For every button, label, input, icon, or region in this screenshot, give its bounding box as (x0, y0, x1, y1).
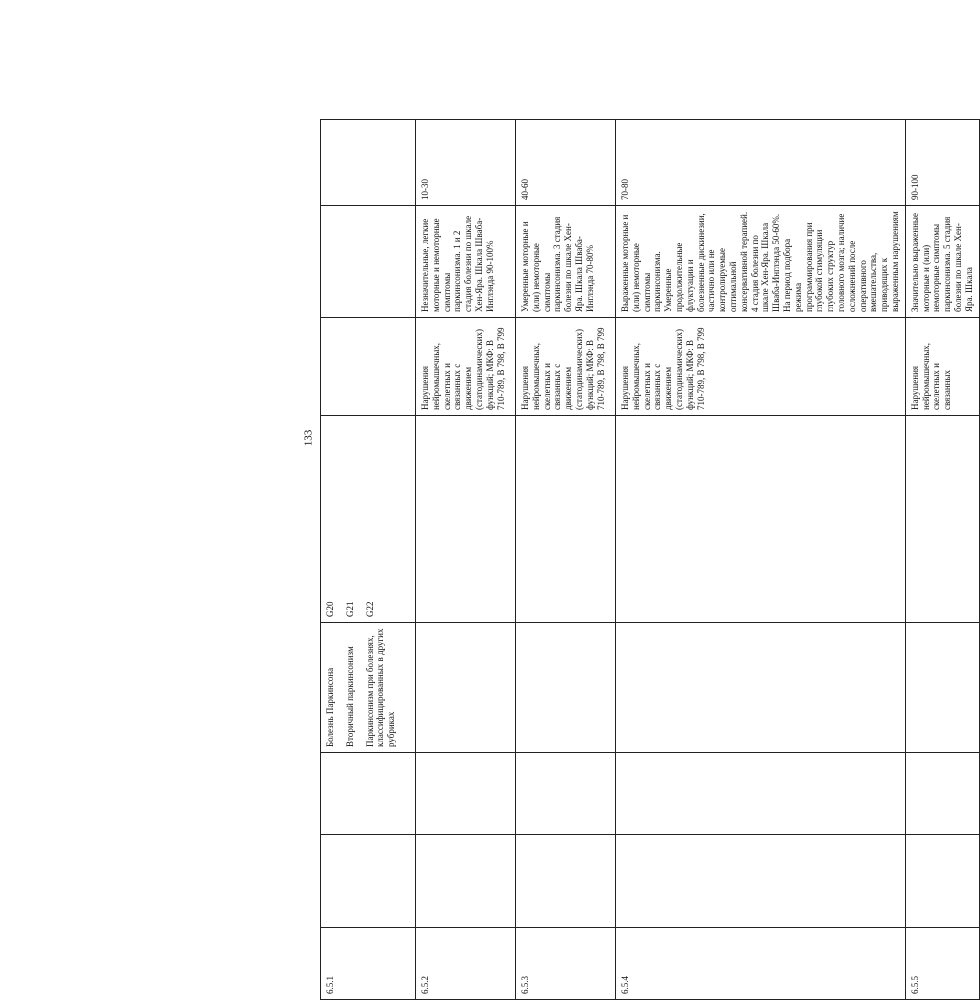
empty-cell (616, 753, 906, 835)
impairment-cell (321, 318, 416, 416)
classification-table (320, 119, 980, 1000)
empty-cell (616, 623, 906, 753)
empty-cell (905, 416, 979, 623)
table-row (321, 120, 416, 1000)
table-row (616, 120, 906, 1000)
row-code: 6.5.2 (416, 928, 516, 1000)
row-code: 6.5.4 (616, 928, 906, 1000)
row-code: 6.5.3 (516, 928, 616, 1000)
empty-cell (905, 753, 979, 835)
document-sheet (320, 120, 974, 1000)
table-row (905, 120, 979, 1000)
percent-cell: 70-80 (616, 120, 906, 206)
icd-code: G20 (325, 601, 335, 617)
icd-code: G21 (344, 601, 355, 617)
empty-cell (516, 835, 616, 928)
characteristic-cell: Значительно выраженные моторные и (или) немоторные симптомы паркинсонизма. 5 стадия болезни по шкале Хен-Яра. Шкала (905, 206, 979, 318)
percent-cell: 10-30 (416, 120, 516, 206)
characteristic-cell: Незначительные, легкие моторные и немоторные симптомы паркинсонизма. 1 и 2 стадия болезни по шкале Хен-Яра. Шкала Шваба-Инглэнда 90-100% (416, 206, 516, 318)
percent-cell: 40-60 (516, 120, 616, 206)
empty-cell (416, 753, 516, 835)
table-row (516, 120, 616, 1000)
disease-name: Болезнь Паркинсона (325, 667, 335, 747)
empty-cell (416, 623, 516, 753)
empty-cell (616, 416, 906, 623)
disease-name: Вторичный паркинсонизм (344, 646, 355, 747)
table-row (416, 120, 516, 1000)
empty-cell (905, 835, 979, 928)
empty-cell (516, 416, 616, 623)
icd-codes-cell (321, 416, 416, 623)
disease-names-cell (321, 623, 416, 753)
empty-cell (905, 623, 979, 753)
empty-cell (516, 623, 616, 753)
row-code: 6.5.5 (905, 928, 979, 1000)
empty-cell (516, 753, 616, 835)
row-code: 6.5.1 (321, 928, 416, 1000)
empty-cell (616, 835, 906, 928)
disease-name: Паркинсонизм при болезнях, классифицированных в других рубриках (364, 628, 397, 747)
percent-cell (321, 120, 416, 206)
percent-cell: 90-100 (905, 120, 979, 206)
icd-code: G22 (364, 601, 375, 617)
empty-cell (416, 835, 516, 928)
empty-cell (321, 835, 416, 928)
impairment-cell: Нарушения нейромышечных, скелетных и связанных с движением (статодинамических) функций; МКФ: В 710-789, В 798, В 799 (516, 318, 616, 416)
page-number: 133 (302, 429, 315, 447)
characteristic-cell: Умеренные моторные и (или) немоторные симптомы паркинсонизма. 3 стадия болезни по шкале Хен-Яра. Шкала Шваба-Инглэнда 70-80% (516, 206, 616, 318)
impairment-cell: Нарушения нейромышечных, скелетных и связанных (905, 318, 979, 416)
empty-cell (321, 753, 416, 835)
characteristic-cell (321, 206, 416, 318)
impairment-cell: Нарушения нейромышечных, скелетных и связанных с движением (статодинамических) функций; МКФ: В 710-789, В 798, В 799 (616, 318, 906, 416)
impairment-cell: Нарушения нейромышечных, скелетных и связанных с движением (статодинамических) функций; МКФ: В 710-789, В 798, В 799 (416, 318, 516, 416)
empty-cell (416, 416, 516, 623)
characteristic-cell: Выраженные моторные и (или) немоторные симптомы паркинсонизма. Умеренные продолжительные флуктуации и болезненные дискинезии, частично или не контролируемые оптимальной консервативной терапией. 4 стадия болезни по шкале Хен-Яра. Шкала Шваба-Инглэнда 50-60%. На период подбора режима программирования при глубокой стимуляции глубоких структур головного мозга; наличие осложнений после оперативного вмешательства, приводящих к выраженным нарушениям (616, 206, 906, 318)
